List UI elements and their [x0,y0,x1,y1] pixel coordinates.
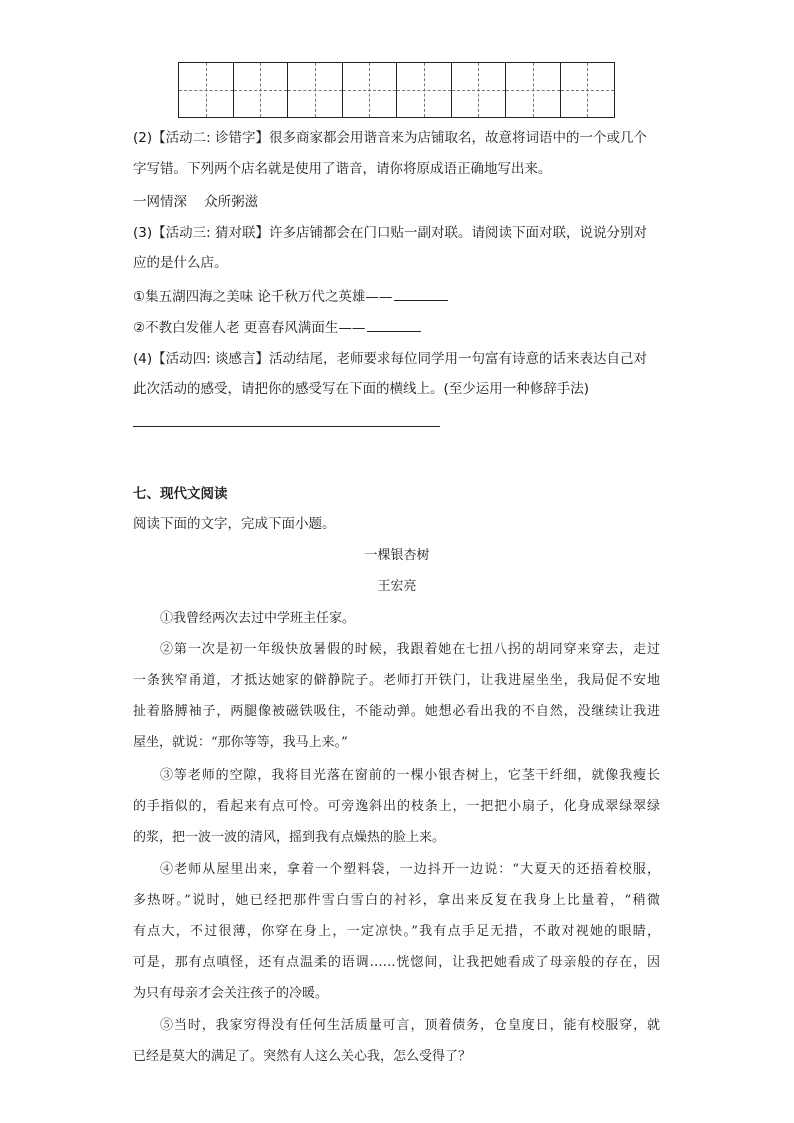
section-instruction: 阅读下面的文字，完成下面小题。 [133,516,336,532]
paragraph-4-line: 多热呀。”说时，她已经把那件雪白雪白的衬衫，拿出来反复在我身上比量着，“稍微 [133,893,660,908]
q3-couplet-2 [133,317,421,338]
q3-line-2: 应的是什么店。 [133,255,228,271]
paragraph-5-line: ⑤当时，我家穷得没有任何生活质量可言，顶着债务，仓皇度日，能有校服穿，就 [160,1018,660,1033]
grid-cell [234,63,289,117]
article-author: 王宏亮 [377,579,417,594]
section-heading: 七、现代文阅读 [133,486,228,502]
paragraph-4-line: 有点大，不过很薄，你穿在身上，一定凉快。”我有点手足无措，不敢对视她的眼睛， [133,924,660,939]
grid-cell [288,63,343,117]
q4-line-1: (4)【活动四: 谈感言】活动结尾，老师要求每位同学用一句富有诗意的话来表达自己对 [133,351,647,367]
writing-grid [178,62,615,118]
paragraph-2-line: 屋坐，就说：“那你等等，我马上来。” [133,735,348,750]
paragraph-3-line: 的浆，把一波一波的清风，摇到我有点燥热的脸上来。 [133,830,446,845]
answer-blank[interactable] [367,317,421,332]
paragraph-3-line: ③等老师的空隙，我将目光落在窗前的一棵小银杏树上，它茎干纤细，就像我瘦长 [160,768,660,783]
paragraph-3-line: 的手指似的，看起来有点可怜。可旁逸斜出的枝条上，一把把小扇子，化身成翠绿翠绿 [133,799,660,814]
grid-cell [343,63,398,117]
paragraph-4-line: 可是，那有点嗔怪，还有点温柔的语调……恍惚间，让我把她看成了母亲般的存在，因 [133,955,660,970]
grid-cell [452,63,507,117]
q2-shop-names: 一网情深 众所粥滋 [133,194,259,210]
answer-line[interactable] [133,426,440,427]
paragraph-2-line: 扯着胳膊袖子，两腿像被磁铁吸住，不能动弹。她想必看出我的不自然，没继续让我进 [133,704,660,719]
grid-cell [397,63,452,117]
q3-line-1: (3)【活动三: 猜对联】许多店铺都会在门口贴一副对联。请阅读下面对联，说说分别对 [133,225,647,241]
q2-line-1: (2)【活动二: 诊错字】很多商家都会用谐音来为店铺取名，故意将词语中的一个或几个 [133,130,647,146]
grid-cell [561,63,615,117]
q2-line-2: 字写错。下列两个店名就是使用了谐音，请你将原成语正确地写出来。 [133,161,552,177]
paragraph-2-line: ②第一次是初一年级快放暑假的时候，我跟着她在七扭八拐的胡同穿来穿去，走过 [160,642,660,657]
article-title: 一棵银杏树 [364,548,430,563]
paragraph-4-line: ④老师从屋里出来，拿着一个塑料袋，一边抖开一边说：“大夏天的还捂着校服， [160,862,660,877]
q3-couplet-1-text: ①集五湖四海之美味 论千秋万代之英雄—— [133,289,393,305]
paragraph-5-line: 已经是莫大的满足了。突然有人这么关心我，怎么受得了？ [133,1049,472,1064]
paragraph-1: ①我曾经两次去过中学班主任家。 [160,611,356,626]
grid-cell [506,63,561,117]
answer-blank[interactable] [394,286,448,301]
q4-line-2: 此次活动的感受，请把你的感受写在下面的横线上。(至少运用一种修辞手法) [133,381,590,397]
q3-couplet-2-text: ②不教白发催人老 更喜春风满面生—— [133,320,366,336]
q3-couplet-1 [133,286,448,307]
paragraph-4-line: 为只有母亲才会关注孩子的冷暖。 [133,986,329,1001]
paragraph-2-line: 一条狭窄甬道，才抵达她家的僻静院子。老师打开铁门，让我进屋坐坐，我局促不安地 [133,673,660,688]
grid-cell [179,63,234,117]
